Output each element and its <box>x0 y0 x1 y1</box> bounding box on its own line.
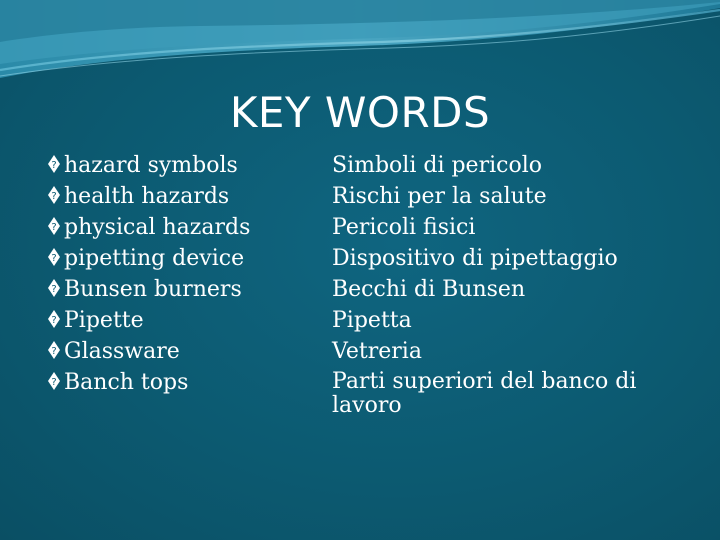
svg-text:?: ? <box>51 222 57 233</box>
list-item: Vetreria <box>332 339 422 364</box>
svg-text:?: ? <box>51 191 57 202</box>
svg-text:?: ? <box>51 315 57 326</box>
list-item <box>47 367 307 398</box>
list-item: Pipetta <box>332 308 412 333</box>
list-item <box>47 243 307 274</box>
replacement-character-icon <box>47 153 61 175</box>
list-item: Rischi per la salute <box>332 184 547 209</box>
list-item <box>47 181 307 212</box>
list-item <box>47 274 307 305</box>
english-term: Bunsen burners <box>64 277 242 302</box>
svg-text:?: ? <box>51 377 57 388</box>
english-term: Pipette <box>64 308 144 333</box>
replacement-character-icon <box>47 308 61 330</box>
header-wave-decoration <box>0 0 720 100</box>
list-item: Parti superiori del banco di lavoro <box>332 369 637 418</box>
list-item: Becchi di Bunsen <box>332 277 526 302</box>
list-item <box>47 150 307 181</box>
english-term: physical hazards <box>64 215 251 240</box>
slide-title-text: KEY WORDS <box>229 88 491 137</box>
english-term: hazard symbols <box>64 153 238 178</box>
replacement-character-icon <box>47 370 61 392</box>
list-item <box>47 212 307 243</box>
svg-text:?: ? <box>51 346 57 357</box>
replacement-character-icon <box>47 215 61 237</box>
list-item: Dispositivo di pipettaggio <box>332 246 618 271</box>
italian-terms-list <box>332 150 672 418</box>
replacement-character-icon <box>47 246 61 268</box>
list-item: Pericoli fisici <box>332 215 476 240</box>
english-term: pipetting device <box>64 246 245 271</box>
english-term: Glassware <box>64 339 180 364</box>
svg-text:?: ? <box>51 253 57 264</box>
english-term: Banch tops <box>64 370 189 395</box>
list-item: Simboli di pericolo <box>332 153 542 178</box>
slide-title <box>0 88 720 137</box>
english-term: health hazards <box>64 184 230 209</box>
list-item <box>47 336 307 367</box>
english-terms-list <box>47 150 307 398</box>
svg-text:?: ? <box>51 284 57 295</box>
replacement-character-icon <box>47 277 61 299</box>
replacement-character-icon <box>47 184 61 206</box>
svg-text:?: ? <box>51 160 57 171</box>
list-item <box>47 305 307 336</box>
replacement-character-icon <box>47 339 61 361</box>
